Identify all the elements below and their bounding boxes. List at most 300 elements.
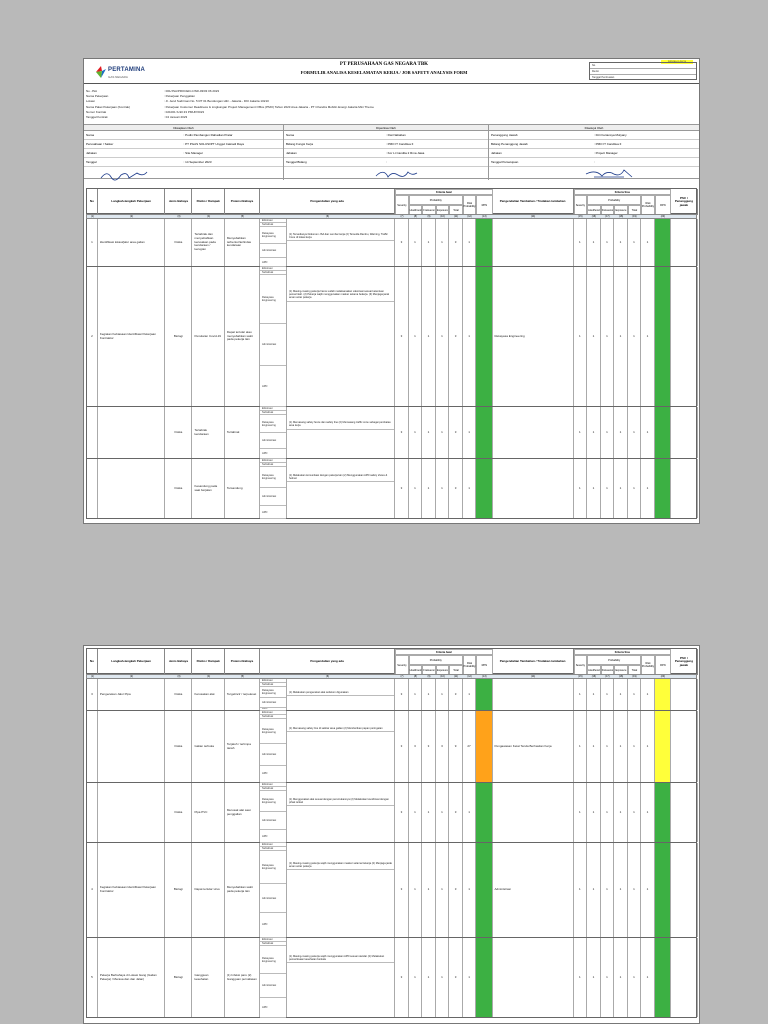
control-levels: [260, 843, 287, 937]
control-level: APD: [260, 449, 286, 459]
control-level: Eliminasi: [260, 407, 286, 411]
label: Nama: [286, 133, 295, 137]
col-number: (4): [207, 675, 211, 678]
control-level: Rekayasa Engineering: [260, 415, 286, 433]
col-header-tambahan: Pengendalian Tambahan / Tindakan tambahan: [493, 649, 574, 675]
risk-value: 1: [409, 783, 423, 842]
residual-value: 1: [641, 783, 655, 842]
col-header-potensi: Potensi Bahaya: [225, 649, 260, 675]
company-title: PT PERUSAHAAN GAS NEGARA TBK: [339, 62, 429, 67]
col-number: (8): [414, 215, 417, 218]
control-level: Administrasi: [260, 812, 286, 830]
table-row: [86, 783, 697, 843]
residual-value: 1: [601, 783, 615, 842]
risk-value: 3: [449, 938, 463, 1017]
risk-value: 1: [436, 843, 450, 937]
residual-value: 1: [641, 267, 655, 406]
value: : PMO IT Canditua II: [594, 142, 622, 146]
additional-control: [493, 938, 574, 1017]
risk-value: 3: [449, 679, 463, 710]
col-header-prob-sub: Total: [449, 205, 463, 215]
row-no: [87, 407, 98, 458]
col-header-prob-sub: Exposure: [436, 665, 450, 675]
control-level: Administrasi: [260, 698, 286, 708]
residual-value: 1: [614, 783, 628, 842]
risk-value: 27: [463, 711, 477, 782]
value: : Pudin Pambangun Rahadian Pratar: [183, 133, 233, 137]
residual-value: 1: [614, 267, 628, 406]
col-header-prob-sub: Frekuensi: [422, 665, 436, 675]
existing-controls: [287, 843, 395, 937]
col-number: (1): [90, 215, 94, 218]
label: Tanggal: [86, 160, 97, 164]
control-text: (1) Tersedianya Dokumen JSA dan Lembar kerja (2) Tersedia Rambu, Warning, Traffic Cone di lokasi kerja: [287, 232, 394, 241]
risk-value: 3: [395, 219, 409, 266]
control-level: Rekayasa Engineering: [260, 719, 286, 744]
control-levels: [260, 783, 287, 842]
row-no: 2: [87, 267, 98, 406]
residual-value: 1: [601, 267, 615, 406]
row-pic: [671, 679, 698, 710]
row-pic: [671, 711, 698, 782]
col-number: (13): [482, 675, 487, 678]
risk-value: 1: [436, 783, 450, 842]
col-number: (6): [326, 675, 330, 678]
row-risk: Tertabrak dan menyebabkan kerusakan pada kendaraan / kerugian: [192, 219, 224, 266]
row-potential: Dapat tertular atau menyebabkan sakit pada pekerja lain: [225, 267, 260, 406]
signature-approved: [584, 168, 634, 180]
row-risk: Pipa PVC: [192, 783, 224, 842]
rpn-level: [476, 783, 492, 842]
approved-by-head: Disetujui Oleh: [489, 125, 699, 131]
col-number: (4): [207, 215, 211, 218]
col-number: (10): [440, 215, 445, 218]
rpn-level: [476, 459, 492, 518]
pertamina-logo-icon: [96, 66, 106, 78]
control-level: Eliminasi: [260, 459, 286, 463]
additional-control: Administrasi: [493, 843, 574, 937]
value: :: [594, 160, 595, 164]
residual-value: 1: [614, 938, 628, 1017]
jsa-table-2: [86, 648, 697, 1023]
col-header-risiko: Risiko / Dampak: [192, 649, 224, 675]
col-number: (17): [605, 675, 610, 678]
doc-info-revisi: Revisi: [590, 69, 696, 75]
rpn-level: [476, 843, 492, 937]
control-level: Substitusi: [260, 942, 286, 946]
residual-value: 1: [614, 843, 628, 937]
risk-value: 1: [422, 219, 436, 266]
risk-value: 1: [463, 267, 477, 406]
risk-value: 3: [449, 219, 463, 266]
row-step: [98, 459, 166, 518]
divider: [84, 83, 699, 84]
row-potential: Terjatuh / tertimpa tanah: [225, 711, 260, 782]
col-header-prob-sub: Total: [449, 665, 463, 675]
control-text: (1) Masing-masing pekerja wajib menggunakan APD sesuai standar (2) Melakukan pemeriksaan kesehatan berkala: [287, 954, 394, 963]
col-header-rpn: RPN: [655, 195, 671, 215]
control-level: Administrasi: [260, 974, 286, 998]
col-number: (5): [240, 675, 244, 678]
col-header-risiko: Risiko / Dampak: [192, 189, 224, 215]
label: Tanggal Bidang: [286, 160, 307, 164]
col-number: (9): [427, 675, 431, 678]
additional-control: [493, 407, 574, 458]
control-levels: [260, 679, 287, 710]
control-level: Administrasi: [260, 884, 286, 913]
risk-value: 3: [422, 711, 436, 782]
row-potential: Tertabrak: [225, 407, 260, 458]
risk-value: 1: [436, 459, 450, 518]
residual-rpn-level: [655, 219, 671, 266]
risk-value: 3: [449, 783, 463, 842]
control-level: Substitusi: [260, 463, 286, 467]
residual-value: 1: [641, 407, 655, 458]
risk-value: 1: [463, 219, 477, 266]
col-header-no: No: [87, 189, 98, 215]
row-pic: [671, 219, 698, 266]
col-number: (3): [177, 215, 181, 218]
col-group-kriteria: Kriteria Awal: [395, 649, 492, 655]
residual-value: 1: [587, 843, 601, 937]
risk-value: 3: [395, 711, 409, 782]
control-text: (1) Melakukan pengecekan alat sebelum digunakan: [287, 690, 394, 696]
label: Bidang Penanggung Jawab: [491, 142, 528, 146]
row-risk: Penularan Covid-19: [192, 267, 224, 406]
value: : 14 September 2023: [183, 160, 212, 164]
label: Penanggung Jawab: [491, 133, 518, 137]
risk-value: 1: [409, 407, 423, 458]
row-no: [87, 459, 98, 518]
residual-value: 1: [641, 843, 655, 937]
jsa-table-1: [86, 188, 697, 523]
row-step: Pekerja Berbahaya di Lokasi Gang (Galian Pekerja) / Merasa dan dan Jalan): [98, 938, 166, 1017]
company-logo: [96, 65, 166, 81]
rpn-level: [476, 711, 492, 782]
residual-value: 1: [628, 407, 642, 458]
risk-value: 1: [422, 783, 436, 842]
residual-rpn-level: [655, 843, 671, 937]
col-header-prob-sub: Frekuensi: [422, 205, 436, 215]
row-pic: [671, 938, 698, 1017]
row-potential: Tersandung: [225, 459, 260, 518]
risk-value: 1: [422, 267, 436, 406]
row-pic: [671, 783, 698, 842]
col-header-jenis: Jenis Bahaya: [165, 649, 192, 675]
risk-value: 3: [395, 679, 409, 710]
risk-value: 3: [395, 459, 409, 518]
row-potential: (1) Infeksi paru (2) Gangguan pernafasan: [225, 938, 260, 1017]
col-header-prob-sub: Exposure: [614, 205, 628, 215]
doc-info-date: Tanggal Pembuatan: [592, 76, 615, 79]
table-header: [86, 648, 697, 674]
control-level: Rekayasa Engineering: [260, 946, 286, 974]
residual-value: 1: [587, 407, 601, 458]
existing-controls: [287, 267, 395, 406]
meta-value: : Jl. Jend Sudirman No. 5 RT 01 Bendungan Hilir - Jakarta - DKI Jakarta 10210: [164, 99, 269, 104]
additional-control: [493, 679, 574, 710]
rpn-level: [476, 938, 492, 1017]
residual-value: 1: [628, 267, 642, 406]
control-level: Rekayasa Engineering: [260, 467, 286, 488]
control-text: (1) Menggunakan alat sesuai dengan peruntukannya (2) Melakukan koordinasi dengan pihak terkait: [287, 797, 394, 806]
row-hazard-type: Biologi: [165, 267, 192, 406]
row-step: [98, 407, 166, 458]
risk-value: 1: [436, 407, 450, 458]
risk-value: 3: [395, 938, 409, 1017]
table-row: [86, 219, 697, 267]
col-header-probability: Probability: [409, 195, 463, 205]
table-header: [86, 188, 697, 214]
control-level: Administrasi: [260, 744, 286, 766]
control-level: Rekayasa Engineering: [260, 851, 286, 884]
row-potential: Menyebabkan sakit pada pekerja lain: [225, 843, 260, 937]
row-step: [98, 783, 166, 842]
risk-value: 3: [436, 711, 450, 782]
control-text: (1) Melakukan komunikasi dengan pekerja lain (2) Menggunakan APD safety shoes & helmet: [287, 473, 394, 482]
control-level: APD: [260, 998, 286, 1018]
col-number: (2): [130, 675, 134, 678]
value: : Kor Lt Candita 2 Rma Jawa: [386, 151, 425, 155]
residual-value: 1: [574, 783, 588, 842]
residual-rpn-level: [655, 267, 671, 406]
meta-label: No. JSA: [86, 89, 98, 93]
risk-value: 3: [449, 267, 463, 406]
residual-value: 1: [628, 938, 642, 1017]
residual-value: 1: [641, 938, 655, 1017]
col-header-prob-sub: Frekuensi: [601, 205, 615, 215]
row-risk: Gangguan kesehatan: [192, 938, 224, 1017]
col-number: (3): [177, 675, 181, 678]
control-level: Substitusi: [260, 787, 286, 791]
rpn-level: [476, 267, 492, 406]
residual-rpn-level: [655, 783, 671, 842]
label: Tanggal Persetujuan: [491, 160, 519, 164]
col-number: (19): [632, 215, 637, 218]
row-step: Pengecekan Jalur Pipa: [98, 679, 166, 710]
value: : Project Manager: [594, 151, 618, 155]
meta-row: [86, 115, 464, 120]
meta-value: : 021001.S-90.33 PMUP/2023: [164, 109, 205, 114]
control-level: APD: [260, 830, 286, 843]
col-header-prob-sub: Exposure: [614, 665, 628, 675]
control-level: Rekayasa Engineering: [260, 791, 286, 812]
risk-value: 3: [395, 783, 409, 842]
residual-value: 1: [574, 938, 588, 1017]
row-hazard-type: Fisika: [165, 219, 192, 266]
col-header-potensi: Potensi Bahaya: [225, 189, 260, 215]
label: Jabatan: [286, 151, 297, 155]
checked-by-head: Diperiksa Oleh: [284, 125, 488, 131]
row-pic: [671, 267, 698, 406]
row-hazard-type: Fisika: [165, 783, 192, 842]
col-header-prob-sub: Likelihood: [409, 665, 423, 675]
col-header-prob-sub: Likelihood: [587, 665, 601, 675]
risk-value: 3: [395, 267, 409, 406]
residual-value: 1: [601, 459, 615, 518]
signature-checked: [374, 168, 419, 180]
doc-code-badge: PWR-NE-01-JS-P10: [661, 60, 693, 64]
col-header-probability: Probability: [587, 195, 641, 205]
label: Jabatan: [491, 151, 502, 155]
row-risk: Kerusakan alat: [192, 679, 224, 710]
control-level: Rekayasa Engineering: [260, 687, 286, 698]
residual-value: 1: [614, 459, 628, 518]
residual-value: 1: [601, 219, 615, 266]
existing-controls: [287, 938, 395, 1017]
residual-value: 1: [641, 219, 655, 266]
col-header-probability: Probability: [587, 655, 641, 665]
row-no: [87, 711, 98, 782]
risk-value: 3: [395, 843, 409, 937]
col-header-prob-sub: Likelihood: [409, 205, 423, 215]
col-group-kriteria: Kriteria Awal: [395, 189, 492, 195]
additional-control: Pengawasan Ketat Tenda Berhasilan Kerja: [493, 711, 574, 782]
col-number: (7): [400, 215, 404, 218]
existing-controls: [287, 407, 395, 458]
control-level: Eliminasi: [260, 679, 286, 683]
value: : Fitri Feriansya Mulyany: [594, 133, 627, 137]
existing-controls: [287, 679, 395, 710]
form-page-1: [83, 58, 700, 524]
control-text: (1) Memasang safety fence dan safety line (2) Memasang traffic cone sebagai pembatas area kerja: [287, 420, 394, 429]
residual-value: 1: [574, 267, 588, 406]
control-level: Rekayasa Engineering: [260, 275, 286, 324]
control-level: APD: [260, 506, 286, 519]
row-risk: Galian terbuka: [192, 711, 224, 782]
meta-label: Lokasi: [86, 99, 95, 104]
row-no: 3: [87, 679, 98, 710]
col-number: (19): [632, 675, 637, 678]
row-pic: [671, 407, 698, 458]
meta-value: : Pekerjaan Penggalian: [164, 94, 196, 99]
col-number: (10): [440, 675, 445, 678]
meta-label: Tanggal Kontrak: [86, 115, 108, 120]
control-level: Substitusi: [260, 271, 286, 275]
col-header-pengendalian: Pengendalian yang ada: [260, 649, 395, 675]
row-no: 1: [87, 219, 98, 266]
col-number: (14): [530, 675, 536, 678]
meta-value: : 001/JSA/PROCED-C/SR-03/03 06 2023: [164, 89, 220, 93]
risk-value: 1: [436, 219, 450, 266]
risk-value: 1: [409, 843, 423, 937]
col-header-rpn: RPN: [476, 195, 492, 215]
additional-control: [493, 783, 574, 842]
residual-value: 1: [574, 407, 588, 458]
risk-value: 1: [409, 219, 423, 266]
control-level: Eliminasi: [260, 938, 286, 942]
control-text: (1) Masing-masing pekerja wajib menggunakan masker selama bekerja (2) Menjaga jarak aman antar pekerja: [287, 861, 394, 870]
control-text: (1) Masing-masing pekerja harus sudah melaksanakan vaksinasi sesuai ketentuan pemerintah. (2) Pekerja wajib menggunakan masker selama bekerja. (3) Menjaga jarak aman antar pekerja: [287, 289, 394, 302]
col-header-rpn: RPN: [655, 655, 671, 675]
col-header-tambahan: Pengendalian Tambahan / Tindakan tambahan: [493, 189, 574, 215]
col-number: (11): [453, 215, 459, 218]
control-level: Eliminasi: [260, 267, 286, 271]
value: : Site Manager: [183, 151, 204, 155]
col-header-severity: Severity: [395, 655, 409, 675]
form-page-2: [83, 645, 700, 1024]
row-step: [98, 711, 166, 782]
col-number: (5): [240, 215, 244, 218]
residual-value: 1: [601, 711, 615, 782]
control-level: Rekayasa Engineering: [260, 227, 286, 244]
col-header-prob-sub: Total: [628, 205, 642, 215]
residual-value: 1: [628, 679, 642, 710]
col-header-langkah: Langkah-langkah Pekerjaan: [98, 189, 166, 215]
residual-value: 1: [601, 407, 615, 458]
residual-value: 1: [574, 711, 588, 782]
table-row: [86, 711, 697, 783]
existing-controls: [287, 711, 395, 782]
doc-info-no: No.: [590, 63, 696, 69]
residual-value: 1: [587, 267, 601, 406]
label: Nama: [86, 133, 95, 137]
residual-rpn-level: [655, 459, 671, 518]
control-levels: [260, 219, 287, 266]
col-header-risk-prob: Risk Probability: [463, 195, 477, 215]
col-number: (9): [427, 215, 431, 218]
control-levels: [260, 267, 287, 406]
risk-value: 1: [463, 938, 477, 1017]
col-number: (13): [482, 215, 487, 218]
additional-control: Rekayasa Engineering: [493, 267, 574, 406]
col-header-prob-sub: Exposure: [436, 205, 450, 215]
col-header-severity: Severity: [395, 195, 409, 215]
table-row: [86, 679, 697, 711]
risk-value: 9: [449, 711, 463, 782]
risk-value: 1: [463, 679, 477, 710]
col-header-pic: PSC / Penanggung jawab: [671, 649, 698, 675]
col-header-risk-prob: Risk Probability: [641, 655, 655, 675]
risk-value: 1: [422, 679, 436, 710]
residual-value: 1: [574, 679, 588, 710]
col-group-kriteria2: Kriteria Sisa: [574, 649, 671, 655]
row-risk: Dapat tertular virus: [192, 843, 224, 937]
logo-name: PERTAMINA: [108, 67, 146, 73]
row-pic: [671, 843, 698, 937]
prepared-by-head: Disiapkan Oleh: [84, 125, 283, 131]
control-level: Administrasi: [260, 433, 286, 449]
row-potential: Tergelincir / terpeleset: [225, 679, 260, 710]
value: : Dwi Nababan: [386, 133, 406, 137]
risk-value: 1: [409, 267, 423, 406]
control-level: Administrasi: [260, 324, 286, 366]
control-level: APD: [260, 913, 286, 938]
residual-value: 1: [587, 219, 601, 266]
row-hazard-type: Biologi: [165, 843, 192, 937]
risk-value: 3: [395, 407, 409, 458]
col-number: (20): [660, 215, 665, 218]
col-header-no: No: [87, 649, 98, 675]
risk-value: 1: [436, 267, 450, 406]
residual-rpn-level: [655, 679, 671, 710]
rpn-level: [476, 407, 492, 458]
row-no: [87, 783, 98, 842]
control-level: APD: [260, 766, 286, 783]
col-number: (12): [467, 675, 472, 678]
control-level: APD: [260, 366, 286, 407]
risk-value: 1: [422, 938, 436, 1017]
col-header-jenis: Jenis Bahaya: [165, 189, 192, 215]
residual-value: 1: [574, 219, 588, 266]
control-level: Substitusi: [260, 411, 286, 415]
risk-value: 1: [463, 843, 477, 937]
col-header-rpn: RPN: [476, 655, 492, 675]
control-level: Administrasi: [260, 244, 286, 258]
residual-value: 1: [628, 711, 642, 782]
value: : PMO IT Canditua II: [386, 142, 414, 146]
row-potential: Merusak alat saat penggalian: [225, 783, 260, 842]
